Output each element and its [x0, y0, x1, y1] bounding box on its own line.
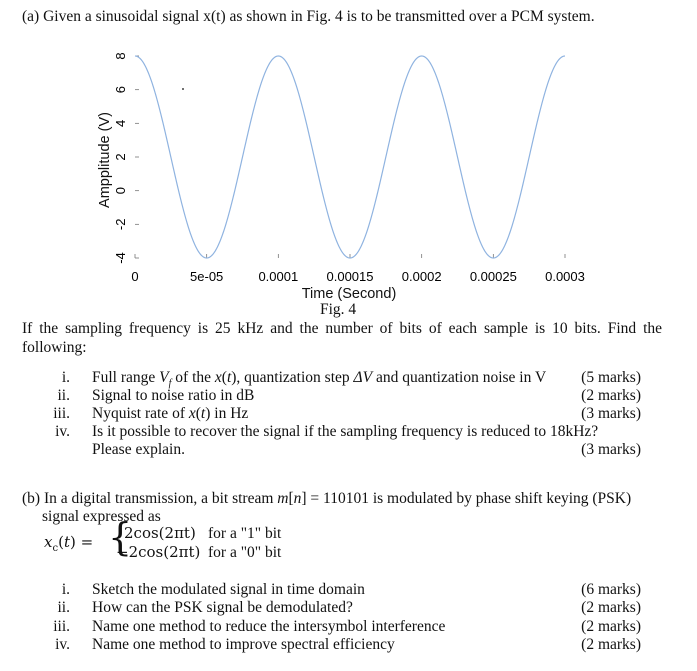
- item-a-marks: (3 marks): [581, 441, 641, 458]
- y-tick-label: 4: [113, 119, 128, 127]
- item-b-number: iii.: [53, 618, 70, 635]
- figure-caption: Fig. 4: [320, 301, 357, 318]
- y-axis-label: Ampplitude (V): [97, 112, 113, 208]
- y-tick-label: 6: [113, 86, 128, 94]
- item-b-text: Sketch the modulated signal in time domain: [92, 581, 365, 598]
- item-a-text: Is it possible to recover the signal if the sampling frequency is reduced to 18kHz?: [92, 423, 599, 440]
- x-tick-label: 5e-05: [190, 269, 224, 284]
- item-a-text: Signal to noise ratio in dB: [92, 387, 255, 404]
- part-b-intro-cont: signal expressed as: [42, 508, 161, 525]
- sinusoid-chart: [0, 0, 697, 320]
- x-tick-label: 0.0002: [401, 269, 442, 284]
- item-b-text: Name one method to reduce the intersymbol interference: [92, 618, 446, 635]
- y-tick-label: 8: [113, 52, 128, 60]
- item-a-number: ii.: [57, 387, 70, 404]
- y-tick-label: -4: [113, 252, 128, 264]
- x-tick-label: 0.0003: [545, 269, 585, 284]
- part-a-intro: (a) Given a sinusoidal signal x(t) as shown in Fig. 4 is to be transmitted over a PCM system.: [22, 8, 595, 25]
- item-a-number: iv.: [55, 423, 70, 440]
- y-tick-label: 0: [113, 187, 128, 195]
- x-tick-label: 0.00025: [469, 269, 517, 284]
- x-tick-label: 0.00015: [326, 269, 374, 284]
- item-a-text-cont: Please explain.: [92, 441, 185, 458]
- y-axis-ticks: [113, 52, 139, 263]
- question-line2: following:: [22, 339, 87, 356]
- item-a-marks: (2 marks): [581, 387, 641, 404]
- signal-curve: [135, 56, 565, 258]
- item-b-marks: (2 marks): [581, 618, 641, 635]
- equation-case-1-condition: for a "1" bit: [208, 525, 282, 542]
- x-axis-label: Time (Second): [301, 286, 397, 302]
- equation-lhs: $x_c(t)$ =: [44, 533, 94, 554]
- item-a-marks: (5 marks): [581, 369, 641, 386]
- equation-case-2: −2cos(2πt): [116, 543, 201, 561]
- item-a-number: iii.: [53, 405, 70, 422]
- item-a-marks: (3 marks): [581, 405, 641, 422]
- item-b-text: How can the PSK signal be demodulated?: [92, 599, 353, 616]
- brace: {: [108, 515, 133, 559]
- part-a-question: [22, 319, 662, 357]
- y-tick-label: 2: [113, 153, 128, 161]
- x-axis-ticks: [131, 254, 585, 284]
- x-tick-label: 0.0001: [258, 269, 299, 284]
- part-b-intro: (b) In a digital transmission, a bit stream m[n] = 110101 is modulated by phase shift keying (PSK): [22, 490, 632, 507]
- question-line1: If the sampling frequency is 25 kHz and the number of bits of each sample is 10 bits. Find the: [22, 320, 662, 337]
- item-b-number: i.: [61, 581, 70, 598]
- item-b-number: ii.: [57, 599, 70, 616]
- x-tick-label: 0: [131, 269, 139, 284]
- item-b-text: Name one method to improve spectral efficiency: [92, 636, 395, 653]
- equation-case-1: 2cos(2πt): [124, 524, 196, 542]
- stray-dot: [182, 88, 184, 90]
- item-b-number: iv.: [55, 636, 70, 653]
- item-b-marks: (6 marks): [581, 581, 641, 598]
- item-a-text: Nyquist rate of x(t) in Hz: [92, 405, 249, 422]
- equation-case-2-condition: for a "0" bit: [208, 544, 282, 561]
- item-a-number: i.: [61, 369, 70, 386]
- y-tick-label: -2: [113, 218, 128, 231]
- item-a-text: Full range $V_f$ of the x(t), quantization step ΔV and quantization noise in V: [92, 369, 547, 390]
- item-b-marks: (2 marks): [581, 599, 641, 616]
- item-b-marks: (2 marks): [581, 636, 641, 653]
